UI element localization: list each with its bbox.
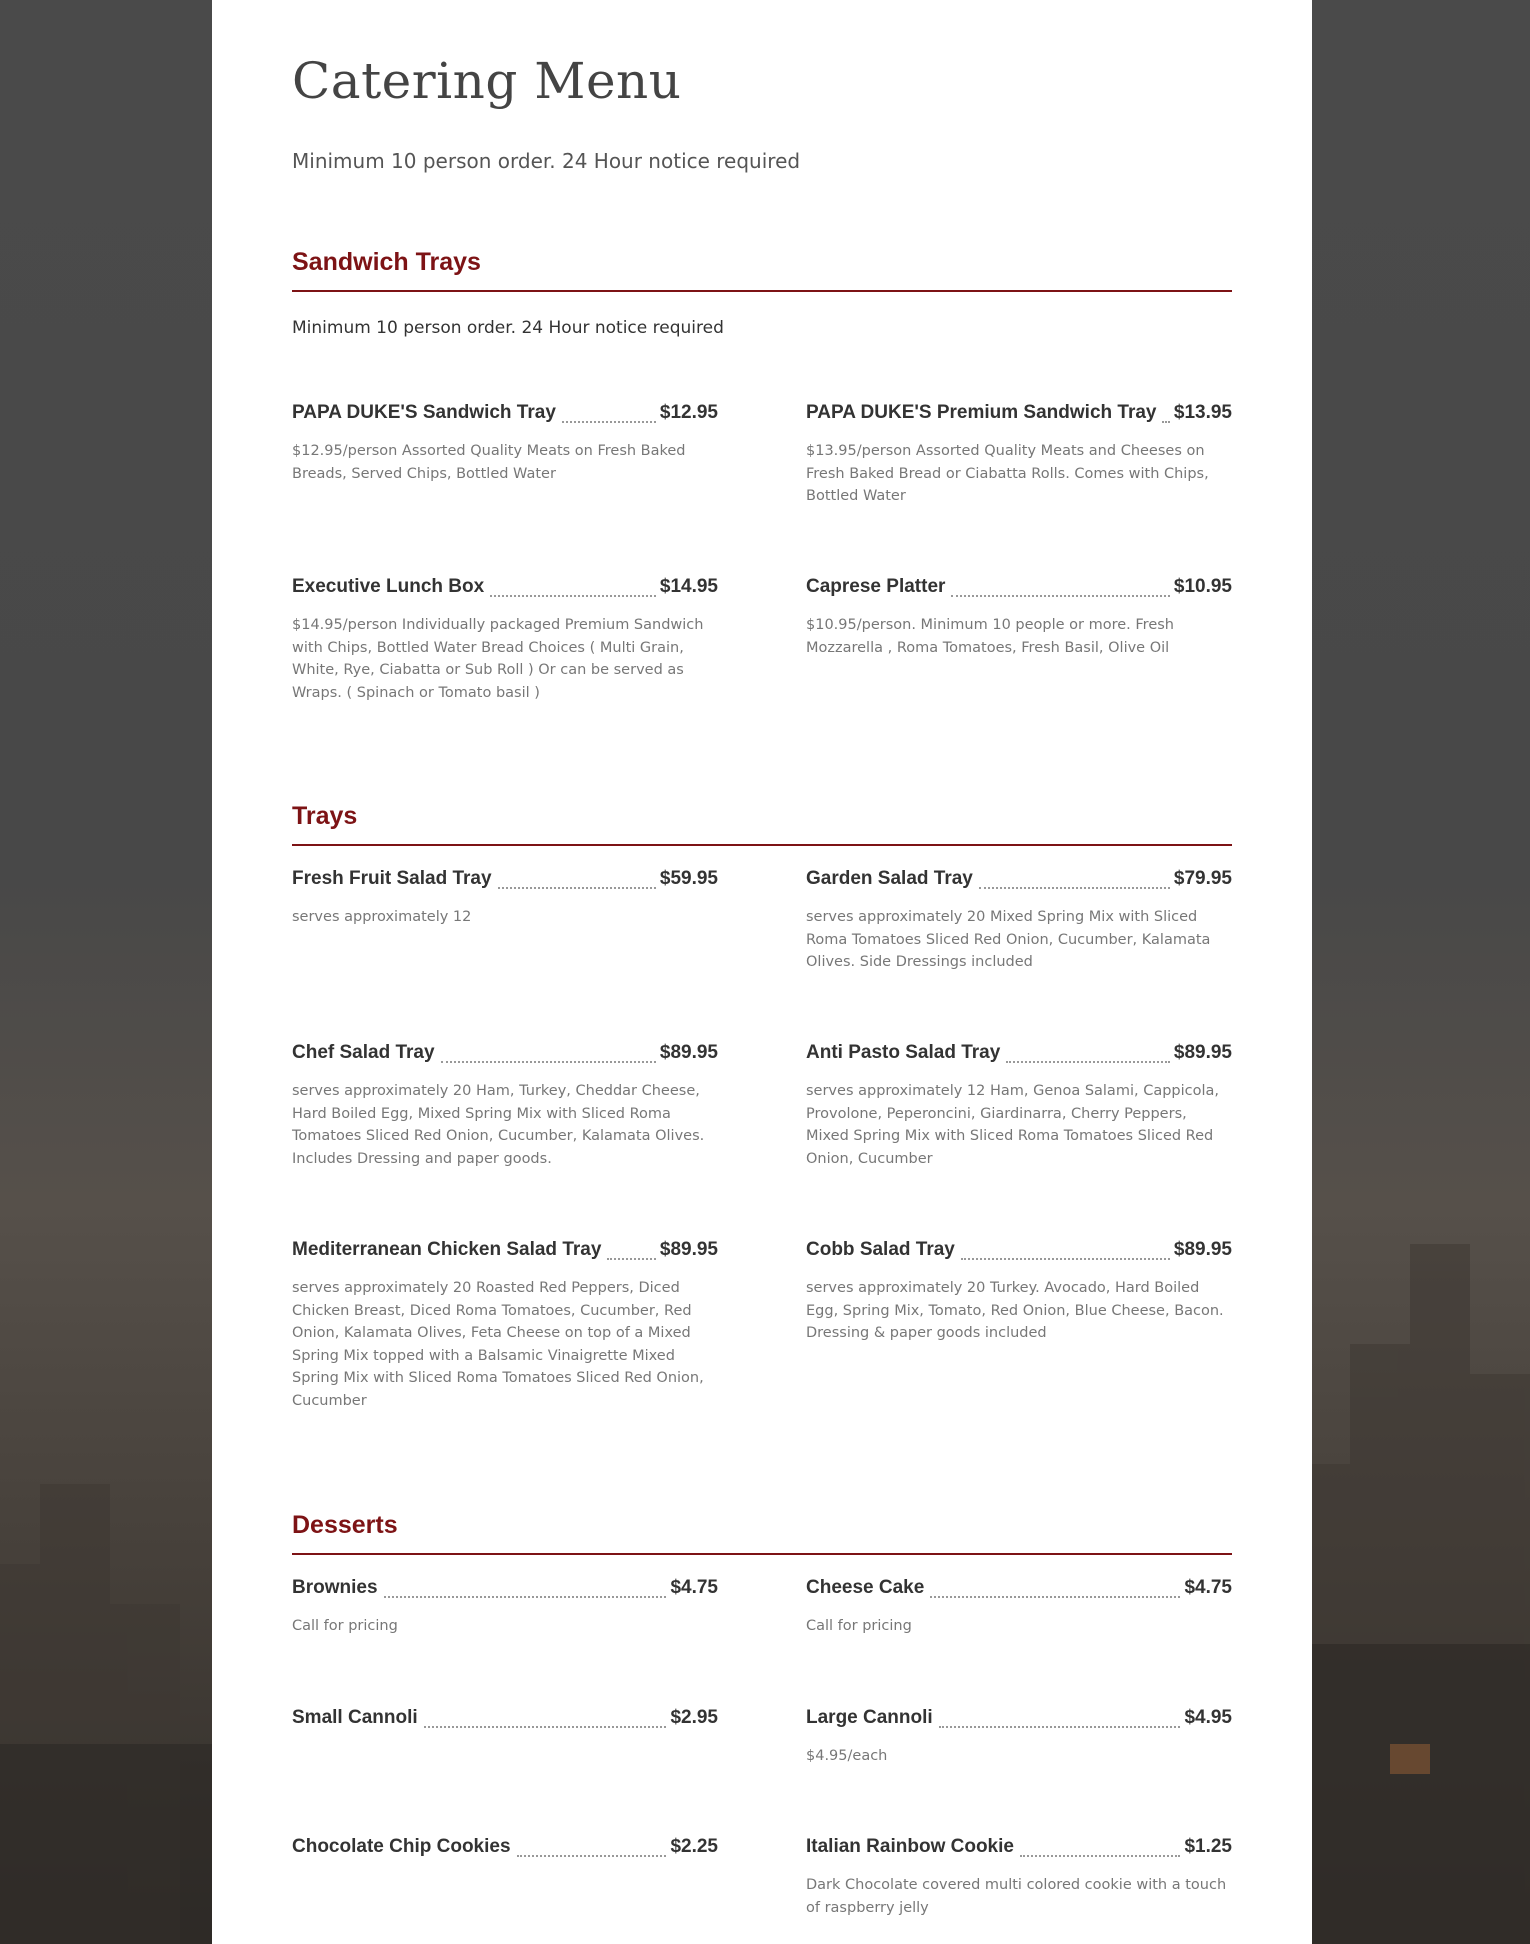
dot-leader bbox=[384, 1596, 667, 1598]
item-name: Large Cannoli bbox=[806, 1707, 933, 1728]
dot-leader bbox=[424, 1726, 667, 1728]
menu-item bbox=[806, 868, 1232, 974]
item-description: $12.95/person Assorted Quality Meats on Fresh Baked Breads, Served Chips, Bottled Water bbox=[292, 443, 686, 482]
item-name: Executive Lunch Box bbox=[292, 576, 485, 597]
menu-item bbox=[292, 1707, 718, 1745]
item-price: $4.75 bbox=[670, 1577, 718, 1598]
item-description: serves approximately 20 Ham, Turkey, Cheddar Cheese, Hard Boiled Egg, Mixed Spring Mix with Sliced Roma Tomatoes Sliced Red Onion, Cucumber, Kalamata Olives. Includes Dressing and paper goods. bbox=[292, 1083, 705, 1167]
item-description: $13.95/person Assorted Quality Meats and Cheeses on Fresh Baked Bread or Ciabatta Rolls. Comes with Chips, Bottled Water bbox=[806, 443, 1209, 504]
item-price: $13.95 bbox=[1173, 402, 1232, 423]
menu-item bbox=[806, 1836, 1232, 1919]
item-price: $89.95 bbox=[659, 1239, 718, 1260]
dot-leader bbox=[961, 1258, 1170, 1260]
menu-item bbox=[292, 868, 718, 929]
item-price: $4.75 bbox=[1184, 1577, 1232, 1598]
item-description: Call for pricing bbox=[806, 1618, 912, 1634]
item-name: Caprese Platter bbox=[806, 576, 946, 597]
item-name: Anti Pasto Salad Tray bbox=[806, 1042, 1001, 1063]
item-name: Chocolate Chip Cookies bbox=[292, 1836, 511, 1857]
item-price: $89.95 bbox=[659, 1042, 718, 1063]
section-sandwich-trays bbox=[292, 244, 1232, 701]
page-subtitle: Minimum 10 person order. 24 Hour notice required bbox=[292, 149, 801, 173]
item-description: serves approximately 12 bbox=[292, 909, 472, 925]
item-description: serves approximately 12 Ham, Genoa Salami, Cappicola, Provolone, Peperoncini, Giardinarra, Cherry Peppers, Mixed Spring Mix with Sliced Roma Tomatoes Sliced Red Onion, Cucumber bbox=[806, 1083, 1220, 1167]
section-divider bbox=[292, 844, 1232, 846]
section-desserts bbox=[292, 1507, 1232, 1916]
dot-leader bbox=[441, 1061, 656, 1063]
dot-leader bbox=[562, 421, 656, 423]
item-price: $89.95 bbox=[1173, 1042, 1232, 1063]
item-price: $10.95 bbox=[1173, 576, 1232, 597]
menu-item bbox=[292, 402, 718, 485]
item-description: $4.95/each bbox=[806, 1748, 888, 1764]
item-price: $2.95 bbox=[670, 1707, 718, 1728]
section-title: Desserts bbox=[292, 1511, 398, 1539]
section-divider bbox=[292, 1553, 1232, 1555]
item-description: Dark Chocolate covered multi colored cookie with a touch of raspberry jelly bbox=[806, 1877, 1227, 1916]
item-price: $12.95 bbox=[659, 402, 718, 423]
item-description: serves approximately 20 Turkey. Avocado, Hard Boiled Egg, Spring Mix, Tomato, Red Onion, Blue Cheese, Bacon. Dressing & paper goods included bbox=[806, 1280, 1224, 1341]
dot-leader bbox=[490, 595, 656, 597]
item-name: Cobb Salad Tray bbox=[806, 1239, 955, 1260]
item-name: PAPA DUKE'S Premium Sandwich Tray bbox=[806, 402, 1157, 423]
section-divider bbox=[292, 290, 1232, 292]
menu-item bbox=[292, 1577, 718, 1638]
dot-leader bbox=[979, 887, 1170, 889]
menu-item bbox=[806, 1707, 1232, 1768]
item-name: Brownies bbox=[292, 1577, 378, 1598]
menu-item bbox=[292, 1836, 718, 1874]
item-price: $79.95 bbox=[1173, 868, 1232, 889]
item-description: serves approximately 20 Roasted Red Peppers, Diced Chicken Breast, Diced Roma Tomatoes, Cucumber, Red Onion, Kalamata Olives, Feta Cheese on top of a Mixed Spring Mix topped with a Balsamic Vinaigrette Mixed Spring Mix with Sliced Roma Tomatoes Sliced Red Onion, Cucumber bbox=[292, 1280, 704, 1409]
dot-leader bbox=[498, 887, 656, 889]
dot-leader bbox=[1162, 421, 1169, 423]
item-name: Garden Salad Tray bbox=[806, 868, 973, 889]
item-price: $2.25 bbox=[670, 1836, 718, 1857]
item-name: Italian Rainbow Cookie bbox=[806, 1836, 1014, 1857]
dot-leader bbox=[1006, 1061, 1170, 1063]
section-title: Sandwich Trays bbox=[292, 248, 481, 276]
item-price: $14.95 bbox=[659, 576, 718, 597]
menu-item bbox=[806, 402, 1232, 508]
item-description: Call for pricing bbox=[292, 1618, 398, 1634]
menu-item bbox=[806, 576, 1232, 659]
item-description: $10.95/person. Minimum 10 people or more. Fresh Mozzarella , Roma Tomatoes, Fresh Basil, Olive Oil bbox=[806, 617, 1174, 656]
dot-leader bbox=[607, 1258, 655, 1260]
menu-panel bbox=[212, 0, 1312, 1944]
section-trays bbox=[292, 798, 1232, 1409]
item-name: Mediterranean Chicken Salad Tray bbox=[292, 1239, 602, 1260]
item-price: $89.95 bbox=[1173, 1239, 1232, 1260]
item-name: Chef Salad Tray bbox=[292, 1042, 435, 1063]
menu-item bbox=[806, 1239, 1232, 1345]
menu-item bbox=[292, 576, 718, 704]
section-note: Minimum 10 person order. 24 Hour notice required bbox=[292, 318, 724, 338]
item-description: $14.95/person Individually packaged Premium Sandwich with Chips, Bottled Water Bread Choices ( Multi Grain, White, Rye, Ciabatta or Sub Roll ) Or can be served as Wraps. ( Spinach or Tomato basil ) bbox=[292, 617, 704, 701]
menu-item bbox=[292, 1042, 718, 1170]
item-description: serves approximately 20 Mixed Spring Mix with Sliced Roma Tomatoes Sliced Red Onion, Cucumber, Kalamata Olives. Side Dressings included bbox=[806, 909, 1211, 970]
item-name: Small Cannoli bbox=[292, 1707, 418, 1728]
item-name: PAPA DUKE'S Sandwich Tray bbox=[292, 402, 556, 423]
dot-leader bbox=[951, 595, 1169, 597]
item-name: Cheese Cake bbox=[806, 1577, 925, 1598]
item-price: $4.95 bbox=[1184, 1707, 1232, 1728]
item-price: $1.25 bbox=[1184, 1836, 1232, 1857]
dot-leader bbox=[939, 1726, 1181, 1728]
dot-leader bbox=[1020, 1855, 1180, 1857]
dot-leader bbox=[930, 1596, 1180, 1598]
dot-leader bbox=[517, 1855, 667, 1857]
item-price: $59.95 bbox=[659, 868, 718, 889]
page-title: Catering Menu bbox=[292, 52, 682, 110]
item-name: Fresh Fruit Salad Tray bbox=[292, 868, 492, 889]
menu-item bbox=[806, 1042, 1232, 1170]
section-title: Trays bbox=[292, 802, 358, 830]
menu-item bbox=[292, 1239, 718, 1412]
menu-item bbox=[806, 1577, 1232, 1638]
